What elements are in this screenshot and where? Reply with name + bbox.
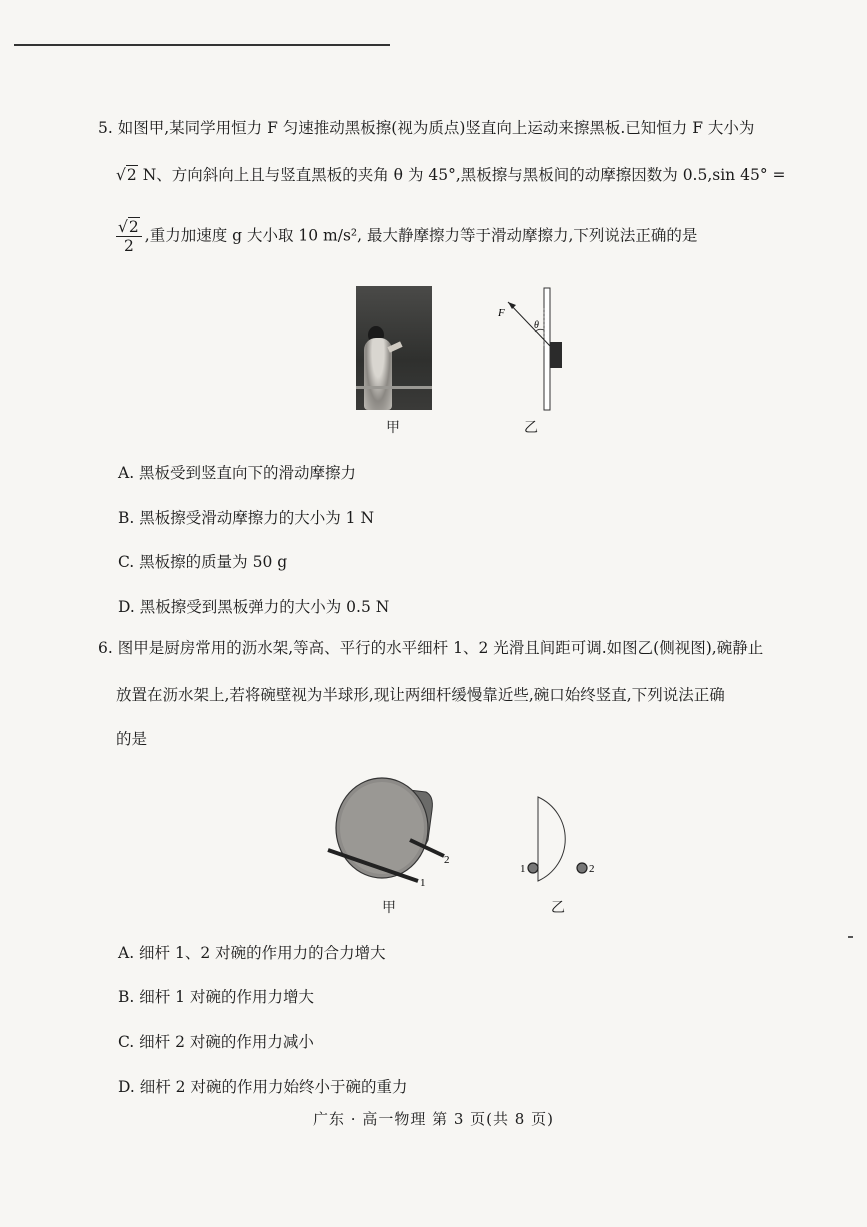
q5-line2 — [116, 160, 831, 190]
q5-option-d[interactable]: D. 黑板擦受到黑板弹力的大小为 0.5 N — [118, 598, 390, 616]
q5-option-b[interactable]: B. 黑板擦受滑动摩擦力的大小为 1 N — [118, 509, 375, 527]
q6-caption-a: 甲 — [382, 900, 396, 916]
fraction-sqrt2-over-2: $\frac{√2}{2}$ — [116, 218, 142, 255]
top-rule — [14, 44, 390, 46]
q6-option-c[interactable]: C. 细杆 2 对碗的作用力减小 — [118, 1033, 314, 1051]
q5-caption-b: 乙 — [524, 420, 538, 436]
q6-option-d[interactable]: D. 细杆 2 对碗的作用力始终小于碗的重力 — [118, 1078, 408, 1096]
edge-mark — [848, 936, 853, 938]
chalk-rail — [356, 386, 432, 389]
q6-side-view — [510, 795, 602, 885]
label-theta: θ — [534, 320, 539, 331]
sqrt-radicand: 2 — [126, 166, 137, 184]
bowl-semicircle — [538, 797, 565, 881]
q6-line2: 放置在沥水架上,若将碗壁视为半球形,现让两细杆缓慢靠近些,碗口始终竖直,下列说法正确 — [116, 686, 725, 704]
q6-option-a[interactable]: A. 细杆 1、2 对碗的作用力的合力增大 — [118, 944, 386, 962]
arrow-head — [508, 302, 516, 309]
frac-denominator: 2 — [123, 237, 134, 255]
blackboard-wall — [544, 288, 550, 410]
q5-caption-a: 甲 — [386, 420, 400, 436]
q6-text-1: 图甲是厨房常用的沥水架,等高、平行的水平细杆 1、2 光滑且间距可调.如图乙(侧视图),碗静止 — [117, 639, 764, 657]
label-F: F — [498, 307, 505, 319]
side-label-2: 2 — [589, 863, 595, 875]
q5-photo-figure — [356, 286, 432, 410]
q5-line1 — [98, 113, 813, 143]
q5-option-a[interactable]: A. 黑板受到竖直向下的滑动摩擦力 — [118, 464, 357, 482]
q6-bowl-figure — [322, 770, 462, 890]
q5-text-2: N、方向斜向上且与竖直黑板的夹角 θ 为 45°,黑板擦与黑板间的动摩擦因数为 0.5,sin 45° = — [137, 166, 786, 184]
rod-2-section — [577, 863, 587, 873]
frac-numerator: 2 — [128, 218, 139, 236]
q6-caption-b: 乙 — [551, 900, 565, 916]
eraser-block — [550, 342, 562, 368]
q5-force-diagram — [490, 284, 570, 414]
rod-label-2: 2 — [444, 854, 450, 866]
rod-1-section — [528, 863, 538, 873]
q6-number: 6. — [98, 639, 113, 657]
sqrt-symbol: √2 — [116, 166, 137, 184]
page-footer: 广东 · 高一物理 第 3 页(共 8 页) — [313, 1110, 554, 1128]
q6-line1 — [98, 633, 813, 663]
q5-option-c[interactable]: C. 黑板擦的质量为 50 g — [118, 553, 288, 571]
q5-number: 5. — [98, 119, 113, 137]
q5-line3 — [104, 218, 819, 255]
q6-option-b[interactable]: B. 细杆 1 对碗的作用力增大 — [118, 988, 314, 1006]
q5-text-3: ,重力加速度 g 大小取 10 m/s², 最大静摩擦力等于滑动摩擦力,下列说法正确的是 — [144, 226, 698, 245]
rod-label-1: 1 — [420, 877, 426, 889]
q6-line3: 的是 — [116, 730, 148, 748]
side-label-1: 1 — [520, 863, 526, 875]
q5-text-1: 如图甲,某同学用恒力 F 匀速推动黑板擦(视为质点)竖直向上运动来擦黑板.已知恒力 F 大小为 — [117, 119, 755, 137]
